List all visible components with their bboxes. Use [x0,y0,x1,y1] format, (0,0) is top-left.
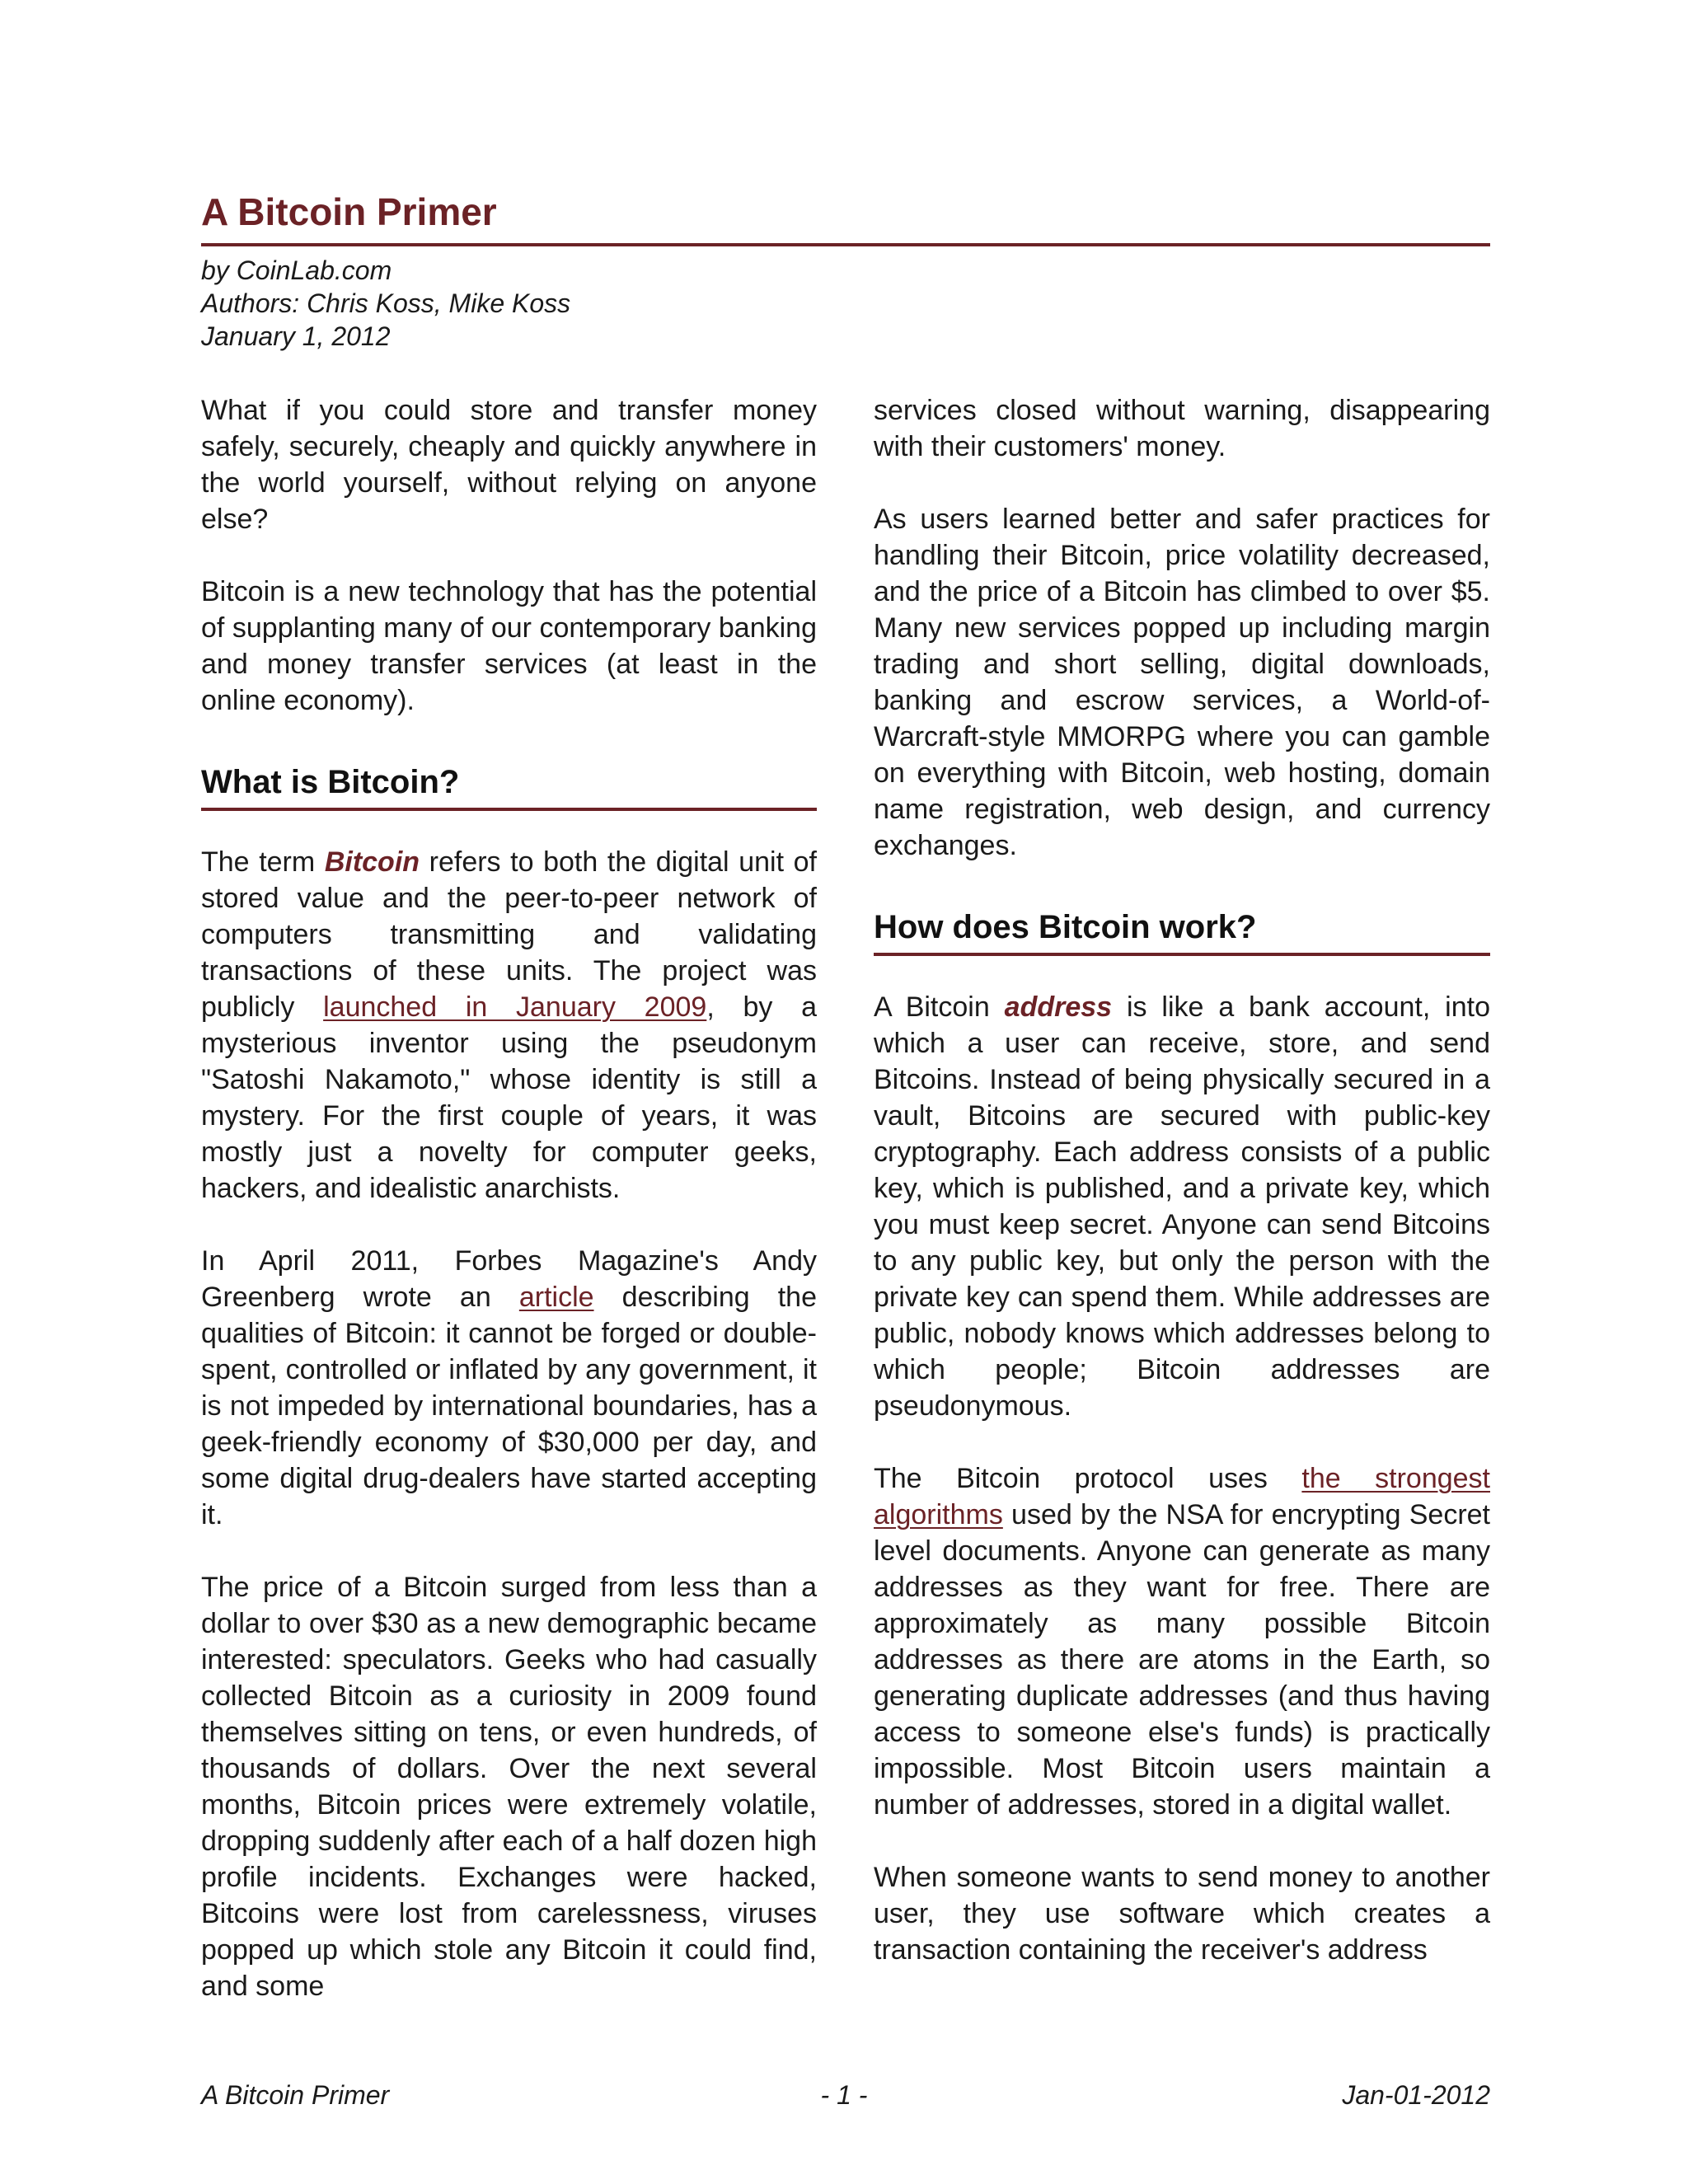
intro-paragraph-2: Bitcoin is a new technology that has the potential of supplanting many of our contemporary banking and money transfer services (at least in the online economy). [201,576,817,716]
byline-block [201,254,570,353]
right-column [874,392,1490,1968]
what-paragraph-3: The price of a Bitcoin surged from less than a dollar to over $30 as a new demographic became interested: speculators. Geeks who had casually collected Bitcoin as a curiosity in 2009 found themselves sitting on tens, or even hundreds, of thousands of dollars. Over the next several months, Bitcoin prices were extremely volatile, dropping suddenly after each of a half dozen high profile incidents. Exchanges were hacked, Bitcoins were lost from carelessness, viruses popped up which stole any Bitcoin it could find, and some [201,1572,817,2002]
text-span: A Bitcoin [874,991,1005,1023]
continued-paragraph-1: services closed without warning, disappearing with their customers' money. [874,395,1490,462]
what-paragraph-1 [201,844,817,1207]
left-column [201,392,817,2004]
section-heading-what-is-bitcoin: What is Bitcoin? [201,762,817,811]
date-line: January 1, 2012 [201,321,391,351]
link-forbes-article[interactable]: article [518,1282,594,1313]
how-paragraph-1 [874,989,1490,1424]
link-launched-january-2009[interactable]: launched in January 2009 [323,991,707,1023]
footer-page-number: - 1 - [820,2080,868,2110]
continued-paragraph-2: As users learned better and safer practices for handling their Bitcoin, price volatility decreased, and the price of a Bitcoin has climbed to over $5. Many new services popped up including margin trading and short selling, digital downloads, banking and escrow services, a World-of-Warcraft-style MMORPG where you can gamble on everything with Bitcoin, web hosting, domain name registration, web design, and currency exchanges. [874,504,1490,861]
term-bitcoin: Bitcoin [324,846,420,878]
text-span: refers to both the digital unit of stored value and the peer-to-peer network of computers transmitting and validating transactions of these units. The project was publicly [201,846,817,1023]
how-paragraph-3: When someone wants to send money to another user, they use software which creates a transaction containing the receiver's address [874,1862,1490,1966]
publisher-line: by CoinLab.com [201,255,392,285]
text-span: The term [201,846,325,878]
text-span: describing the qualities of Bitcoin: it cannot be forged or double-spent, controlled or inflated by any government, it is not impeded by international boundaries, has a geek-friendly economy of $30,000 per day, and some digital drug-dealers have started accepting it. [201,1282,818,1530]
how-paragraph-2 [874,1460,1490,1823]
footer-document-name: A Bitcoin Primer [201,2080,390,2110]
title-divider [201,243,1490,246]
authors-line: Authors: Chris Koss, Mike Koss [201,288,571,318]
link-strongest-algorithms[interactable]: the strongest algorithms [874,1463,1490,1530]
footer-date: Jan-01-2012 [1342,2080,1490,2110]
term-address: address [1004,991,1113,1023]
section-heading-how-does-bitcoin-work: How does Bitcoin work? [874,907,1490,956]
what-paragraph-2 [201,1243,817,1533]
text-span: used by the NSA for encrypting Secret level documents. Anyone can generate as many addresses as they want for free. There are approximately as many possible Bitcoin addresses as there are atoms in the Earth, so generating duplicate addresses (and thus having access to someone else's funds) is practically impossible. Most Bitcoin users maintain a number of addresses, stored in a digital wallet. [874,1499,1490,1821]
text-span: is like a bank account, into which a user can receive, store, and send Bitcoins. Instead of being physically secured in a vault, Bitcoins are secured with public-key cryptography. Each address consists of a public key, which is published, and a private key, which you must keep secret. Anyone can send Bitcoins to any public key, but only the person with the private key can spend them. While addresses are public, nobody knows which addresses belong to which people; Bitcoin addresses are pseudonymous. [874,991,1491,1422]
text-span: In April 2011, Forbes Magazine's Andy Greenberg wrote an [201,1245,817,1313]
intro-paragraph-1: What if you could store and transfer money safely, securely, cheaply and quickly anywhere in the world yourself, without relying on anyone else? [201,395,817,535]
text-span: , by a mysterious inventor using the pseudonym "Satoshi Nakamoto," whose identity is still a mystery. For the first couple of years, it was mostly just a novelty for computer geeks, hackers, and idealistic anarchists. [201,991,817,1204]
text-span: The Bitcoin protocol uses [874,1463,1302,1494]
document-title: A Bitcoin Primer [201,190,497,233]
